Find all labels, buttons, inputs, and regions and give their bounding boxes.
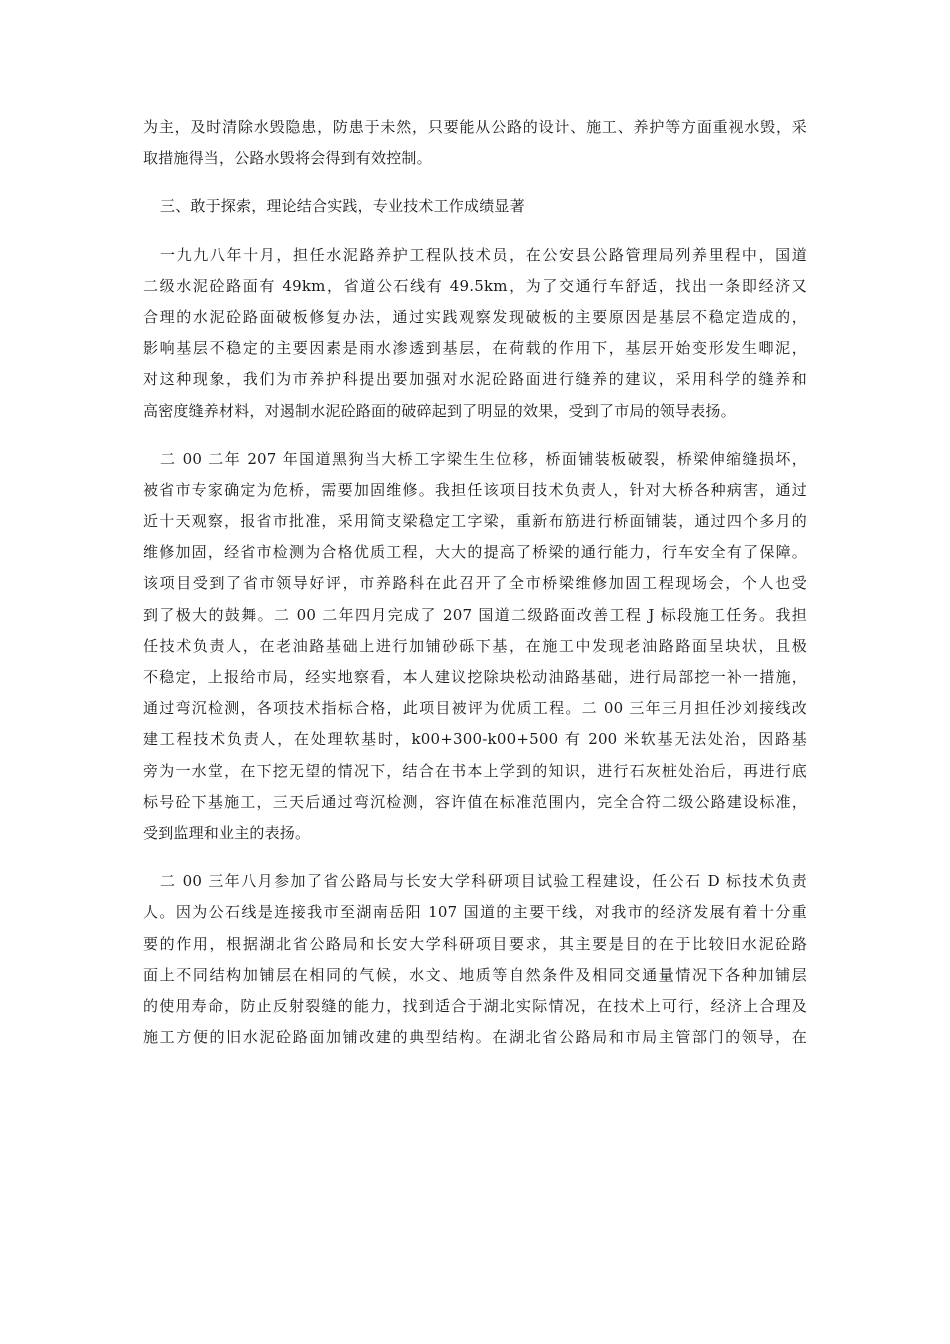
- text-line: 维修加固，经省市检测为合格优质工程，大大的提高了桥梁的通行能力，行车安全有了保障。: [143, 543, 807, 562]
- text-line: 一九九八年十月，担任水泥路养护工程队技术员，在公安县公路管理局列养里程中，国道: [160, 245, 807, 264]
- text-line: 任技术负责人，在老油路基础上进行加铺砂砾下基，在施工中发现老油路路面呈块状，且极: [143, 636, 807, 655]
- text-line: 通过弯沉检测，各项技术指标合格，此项目被评为优质工程。二 00 三年三月担任沙刘接线改: [143, 699, 807, 718]
- text-line: 标号砼下基施工，三天后通过弯沉检测，容许值在标准范围内，完全合符二级公路建设标准，: [143, 792, 807, 811]
- text-line: 不稳定，上报给市局，经实地察看，本人建议挖除块松动油路基础，进行局部挖一补一措施，: [143, 668, 807, 686]
- text-line: 三、敢于探索，理论结合实践，专业技术工作成绩显著: [160, 197, 525, 216]
- text-line: 面上不同结构加铺层在相同的气候，水文、地质等自然条件及相同交通量情况下各种加铺层: [143, 965, 807, 984]
- text-line: 该项目受到了省市领导好评，市养路科在此召开了全市桥梁维修加固工程现场会，个人也受: [143, 574, 807, 593]
- text-line: 高密度缝养材料，对遏制水泥砼路面的破碎起到了明显的效果，受到了市局的领导表扬。: [143, 401, 736, 420]
- text-line: 合理的水泥砼路面破板修复办法，通过实践观察发现破板的主要原因是基层不稳定造成的，: [143, 307, 807, 326]
- text-line: 受到监理和业主的表扬。: [143, 823, 311, 842]
- text-line: 被省市专家确定为危桥，需要加固维修。我担任该项目技术负责人，针对大桥各种病害，通过: [143, 480, 807, 499]
- section-heading: [143, 191, 807, 222]
- text-line: 二 00 二年 207 年国道黑狗当大桥工字梁生生位移，桥面铺装板破裂，桥梁伸缩缝损坏，: [160, 449, 807, 468]
- text-line: 施工方便的旧水泥砼路面加铺改建的典型结构。在湖北省公路局和市局主管部门的领导，在: [143, 1028, 807, 1047]
- paragraph: [143, 866, 807, 1053]
- paragraph: [143, 444, 807, 849]
- text-line: 二级水泥砼路面有 49km，省道公石线有 49.5km，为了交通行车舒适，找出一条即经济又: [143, 276, 807, 295]
- text-line: 二 00 三年八月参加了省公路局与长安大学科研项目试验工程建设，任公石 D 标技术负责: [160, 872, 807, 891]
- text-line: 近十天观察，报省市批准，采用简支梁稳定工字梁，重新布筋进行桥面铺装，通过四个多月的: [143, 512, 807, 531]
- text-line: 建工程技术负责人，在处理软基时，k00+300-k00+500 有 200 米软基无法处治，因路基: [143, 730, 807, 749]
- paragraph: [143, 240, 807, 427]
- text-line: 为主，及时清除水毁隐患，防患于未然，只要能从公路的设计、施工、养护等方面重视水毁，采: [143, 118, 807, 136]
- text-line: 的使用寿命，防止反射裂缝的能力，找到适合于湖北实际情况，在技术上可行，经济上合理及: [143, 996, 807, 1015]
- text-line: 要的作用，根据湖北省公路局和长安大学科研项目要求，其主要是目的在于比较旧水泥砼路: [143, 934, 807, 953]
- document-body: [143, 112, 807, 1070]
- text-line: 人。因为公石线是连接我市至湖南岳阳 107 国道的主要干线，对我市的经济发展有着十分重: [143, 903, 807, 922]
- text-line: 旁为一水堂，在下挖无望的情况下，结合在书本上学到的知识，进行石灰桩处治后，再进行底: [143, 761, 807, 780]
- paragraph: [143, 112, 807, 174]
- text-line: 影响基层不稳定的主要因素是雨水渗透到基层，在荷载的作用下，基层开始变形发生唧泥，: [143, 339, 807, 358]
- text-line: 到了极大的鼓舞。二 00 二年四月完成了 207 国道二级路面改善工程 J 标段施工任务。我担: [143, 605, 807, 624]
- text-line: 对这种现象，我们为市养护科提出要加强对水泥砼路面进行缝养的建议，采用科学的缝养和: [143, 370, 807, 389]
- text-line: 取措施得当，公路水毁将会得到有效控制。: [143, 149, 432, 168]
